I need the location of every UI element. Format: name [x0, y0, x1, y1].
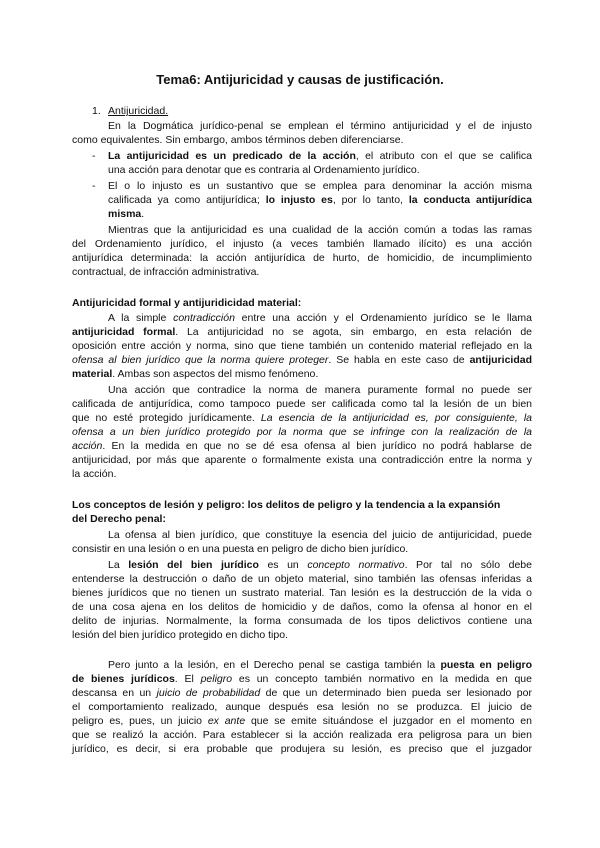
paragraph-line: En la Dogmática jurídico-penal se emplean el término antijuricidad y el de injusto	[108, 120, 532, 132]
page-title: Tema6: Antijuricidad y causas de justificación.	[156, 72, 444, 87]
paragraph-line: La ofensa al bien jurídico, que constituye la esencia del juicio de antijuricidad, puede	[108, 529, 532, 541]
paragraph-line: de una cosa ajena en los delitos de homicidio y de daños, como la ofensa al honor en el	[72, 601, 532, 613]
paragraph-line: calificada de antijurídica, como tampoco puede ser calificada como tal la lesión de un bien	[72, 398, 532, 410]
bullet-line: misma.	[108, 208, 145, 220]
paragraph-line: consistir en una lesión o en una puesta en peligro de dicho bien jurídico.	[72, 543, 409, 555]
paragraph-line: peligro es, pues, un juicio ex ante que se emite situándose el juzgador en el momento en	[72, 715, 532, 727]
paragraph-line: que se realizó la acción. Para establecer si la acción realizada era peligrosa para un bien	[72, 729, 532, 741]
paragraph-line: ofensa a un bien jurídico protegido por la norma que se infringe con la realización de la	[72, 426, 532, 438]
paragraph-line: Una acción que contradice la norma de manera puramente formal no puede ser	[108, 384, 532, 396]
paragraph-line: Mientras que la antijuricidad es una cualidad de la acción común a todas las ramas	[108, 224, 532, 236]
paragraph-line: La lesión del bien jurídico es un concepto normativo. Por tal no sólo debe	[108, 559, 532, 571]
bullet-line: La antijuricidad es un predicado de la acción, el atributo con el que se califica	[108, 150, 532, 162]
paragraph-line: jurídico, es decir, si era probable que produjera su lesión, es preciso que el juzgador	[72, 743, 532, 755]
paragraph-line: antijuricidad formal. La antijuricidad no se agota, sin embargo, en esta relación de	[72, 326, 532, 338]
paragraph-line: de bienes jurídicos. El peligro es un concepto también normativo en la medida en que	[72, 673, 532, 685]
section-number: 1.	[92, 105, 101, 117]
paragraph-line: delito de injurias. Normalmente, la forma consumada de los tipos delictivos contiene una	[72, 615, 532, 627]
paragraph-line: que no esté protegido jurídicamente. La esencia de la antijuricidad es, por consiguiente, la	[72, 412, 532, 424]
paragraph-line: antijurídica determinada: la acción antijurídica de hurto, de homicidio, de incumplimiento	[72, 252, 532, 264]
bullet-dash: -	[92, 180, 96, 192]
paragraph-line: entenderse la destrucción o daño de un objeto material, sino también las ofensas inferidas a	[72, 573, 532, 585]
bullet-line: El o lo injusto es un sustantivo que se emplea para denominar la acción misma	[108, 180, 532, 192]
section-heading: Los conceptos de lesión y peligro: los delitos de peligro y la tendencia a la expansión	[72, 499, 501, 511]
paragraph-line: la acción.	[72, 468, 117, 480]
bullet-line: calificada ya como antijurídica; lo injusto es, por lo tanto, la conducta antijurídica	[108, 194, 532, 206]
paragraph-line: Pero junto a la lesión, en el Derecho penal se castiga también la puesta en peligro	[108, 659, 532, 671]
bullet-line: una acción para denotar que es contraria al Ordenamiento jurídico.	[108, 164, 420, 176]
paragraph-line: oposición entre acción y norma, sino que tiene también un contenido material reflejado en la	[72, 340, 532, 352]
paragraph-line: material. Ambas son aspectos del mismo fenómeno.	[72, 368, 319, 380]
paragraph-line: contractual, de infracción administrativa.	[72, 266, 260, 278]
paragraph-line: A la simple contradicción entre una acción y el Ordenamiento jurídico se le llama	[108, 312, 532, 324]
paragraph-line: bienes jurídicos que no tienen un sustrato material. Tan lesión es la destrucción de la vida o	[72, 587, 532, 599]
bullet-dash: -	[92, 150, 96, 162]
section-heading: Antijuricidad formal y antijuridicidad material:	[72, 297, 302, 309]
paragraph-line: acción. En la medida en que no se dé esa ofensa al bien jurídico no podrá hablarse de	[72, 440, 532, 452]
paragraph-line: descansa en un juicio de probabilidad de que un determinado bien pueda ser lesionado por	[72, 687, 532, 699]
paragraph-line: antijuricidad, por más que aparente o formalmente exista una contradicción entre la norma y	[72, 454, 532, 466]
paragraph-line: del Ordenamiento jurídico, el injusto (a veces también llamado ilícito) es una acción	[72, 238, 532, 250]
paragraph-line: ofensa al bien jurídico que la norma quiere proteger. Se habla en este caso de antijuricidad	[72, 354, 532, 366]
section-heading: del Derecho penal:	[72, 513, 166, 525]
paragraph-line: lesión del bien jurídico protegido en dicho tipo.	[72, 629, 288, 641]
section-heading: Antijuricidad.	[108, 105, 169, 117]
paragraph-line: como equivalentes. Sin embargo, ambos términos deben diferenciarse.	[72, 134, 404, 146]
paragraph-line: el comportamiento realizado, aunque después esa lesión no se produzca. El juicio de	[72, 701, 532, 713]
